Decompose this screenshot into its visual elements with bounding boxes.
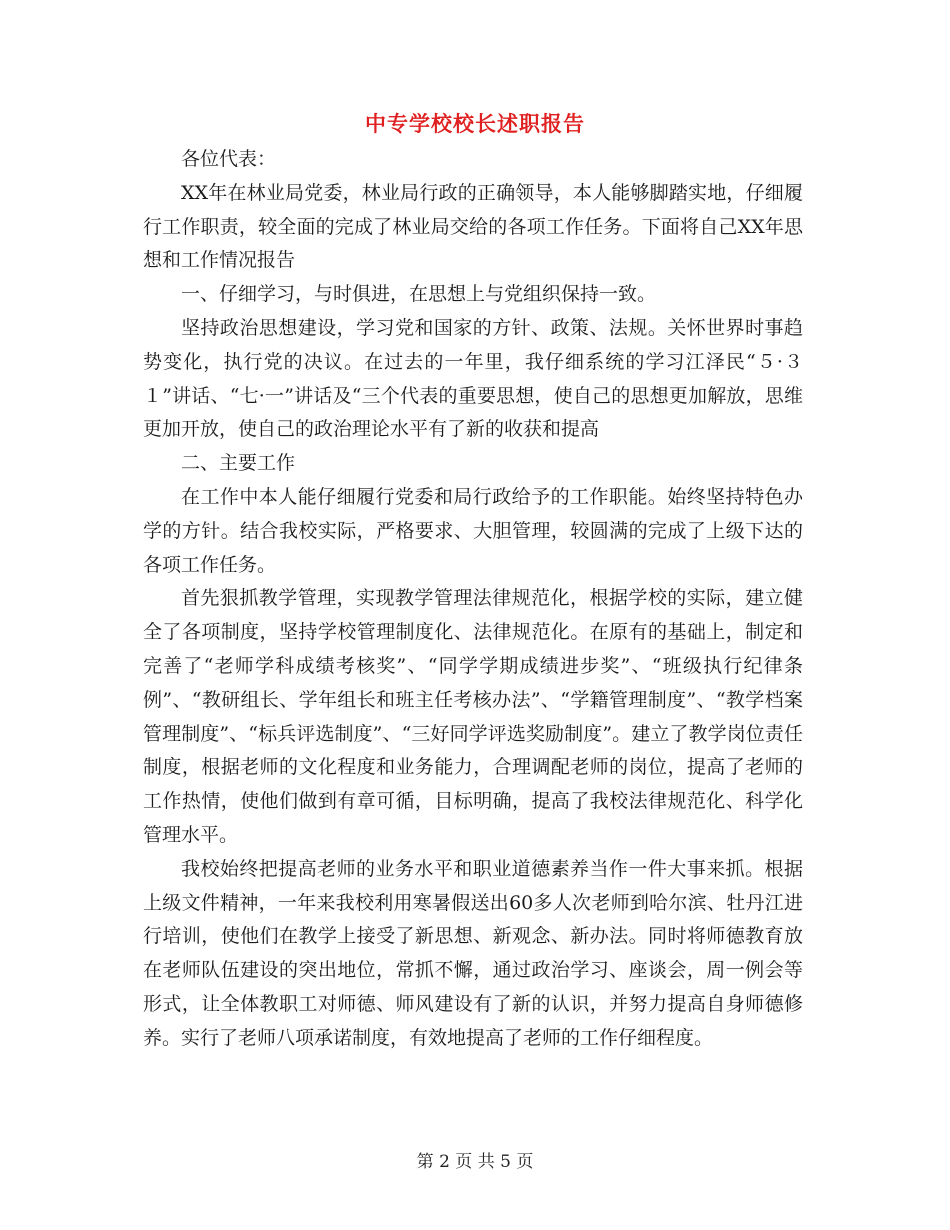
page-number-footer: 第 2 页 共 5 页: [416, 1152, 534, 1172]
section-heading-2: 二、主要工作: [181, 452, 296, 475]
document-body: [143, 143, 803, 1056]
salutation-paragraph: 各位代表：: [181, 148, 277, 170]
body-paragraph: 首先狠抓教学管理，实现教学管理法律规范化，根据学校的实际，建立健全了各项制度，坚持学校管理制度化、法律规范化。在原有的基础上，制定和完善了“老师学科成绩考核奖”、“同学学期成绩进步奖”、“班级执行纪律条例”、“教研组长、学年组长和班主任考核办法”、“学籍管理制度”、“教学档案管理制度”、“标兵评选制度”、“三好同学评选奖励制度”。建立了教学岗位责任制度，根据老师的文化程度和业务能力，合理调配老师的岗位，提高了老师的工作热情，使他们做到有章可循，目标明确，提高了我校法律规范化、科学化管理水平。: [143, 587, 803, 846]
intro-paragraph: XX年在林业局党委，林业局行政的正确领导，本人能够脚踏实地，仔细履行工作职责，较全面的完成了林业局交给的各项工作任务。下面将自己XX年思想和工作情况报告: [143, 181, 803, 272]
body-paragraph: 我校始终把提高老师的业务水平和职业道德素养当作一件大事来抓。根据上级文件精神，一年来我校利用寒暑假送出60多人次老师到哈尔滨、牡丹江进行培训，使他们在教学上接受了新思想、新观念、新办法。同时将师德教育放在老师队伍建设的突出地位，常抓不懈，通过政治学习、座谈会，周一例会等形式，让全体教职工对师德、师风建设有了新的认识，并努力提高自身师德修养。实行了老师八项承诺制度，有效地提高了老师的工作仔细程度。: [143, 857, 803, 1049]
document-title: 中专学校校长述职报告: [365, 111, 585, 136]
body-paragraph: 在工作中本人能仔细履行党委和局行政给予的工作职能。始终坚持特色办学的方针。结合我校实际，严格要求、大胆管理，较圆满的完成了上级下达的各项工作任务。: [143, 485, 803, 576]
section-heading-1: 一、仔细学习，与时俱进，在思想上与党组织保持一致。: [181, 283, 657, 306]
body-paragraph: 坚持政治思想建设，学习党和国家的方针、政策、法规。关怀世界时事趋势变化，执行党的决议。在过去的一年里，我仔细系统的学习江泽民“５·３１”讲话、“七·一”讲话及“三个代表的重要思想，使自己的思想更加解放，思维更加开放，使自己的政治理论水平有了新的收获和提高: [143, 316, 803, 441]
